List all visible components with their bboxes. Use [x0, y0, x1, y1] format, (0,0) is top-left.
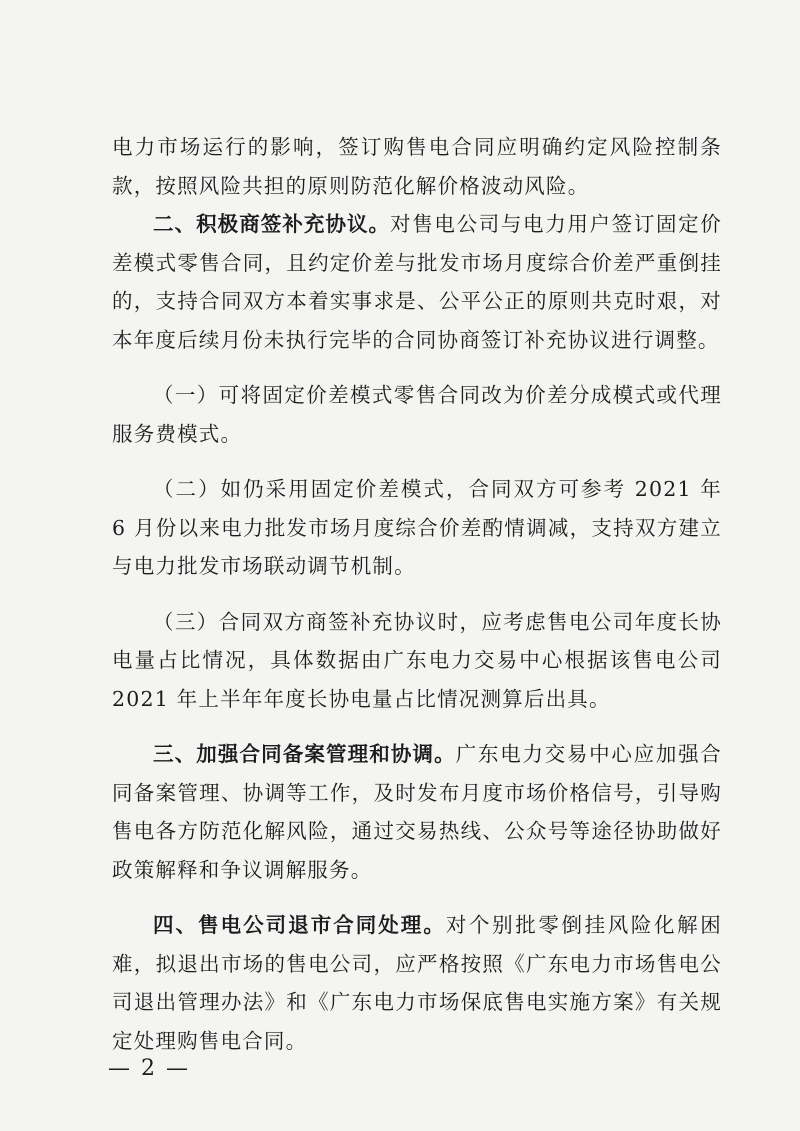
paragraph-text: （三）合同双方商签补充协议时，应考虑售电公司年度长协电量占比情况，具体数据由广东电力交易中心根据该售电公司 2021 年上半年年度长协电量占比情况测算后出具。 [112, 609, 722, 711]
paragraph-text: （一）可将固定价差模式零售合同改为价差分成模式或代理服务费模式。 [112, 383, 722, 446]
paragraph-text: 电力市场运行的影响，签订购售电合同应明确约定风险控制条款，按照风险共担的原则防范化解价格波动风险。 [112, 135, 722, 198]
item-3-paragraph [112, 603, 722, 719]
paragraph-text: （二）如仍采用固定价差模式，合同双方可参考 2021 年 6 月份以来电力批发市场月度综合价差酌情调减，支持双方建立与电力批发市场联动调节机制。 [112, 477, 722, 578]
section-3-paragraph [112, 735, 722, 889]
paragraph-continuation [112, 128, 722, 205]
paragraph-text: 广东电力交易中心应加强合同备案管理、协调等工作，及时发布月度市场价格信号，引导购售电各方防范化解风险，通过交易热线、公众号等途径协助做好政策解释和争议调解服务。 [112, 742, 722, 882]
paragraph-text: 对个别批零倒挂风险化解困难，拟退出市场的售电公司，应严格按照《广东电力市场售电公司退出管理办法》和《广东电力市场保底售电实施方案》有关规定处理购售电合同。 [112, 913, 722, 1053]
section-4-heading: 四、售电公司退市合同处理。 [153, 913, 446, 937]
section-2-paragraph [112, 205, 722, 359]
document-body [112, 128, 722, 1060]
item-2-paragraph [112, 470, 722, 586]
section-4-paragraph [112, 906, 722, 1060]
paragraph-text: 对售电公司与电力用户签订固定价差模式零售合同，且约定价差与批发市场月度综合价差严重倒挂的，支持合同双方本着实事求是、公平公正的原则共克时艰，对本年度后续月份未执行完毕的合同协商签订补充协议进行调整。 [112, 212, 723, 352]
item-1-paragraph [112, 376, 722, 453]
section-3-heading: 三、加强合同备案管理和协调。 [153, 742, 456, 766]
section-2-heading: 二、积极商签补充协议。 [153, 212, 391, 236]
page-number: — 2 — [108, 1056, 190, 1081]
